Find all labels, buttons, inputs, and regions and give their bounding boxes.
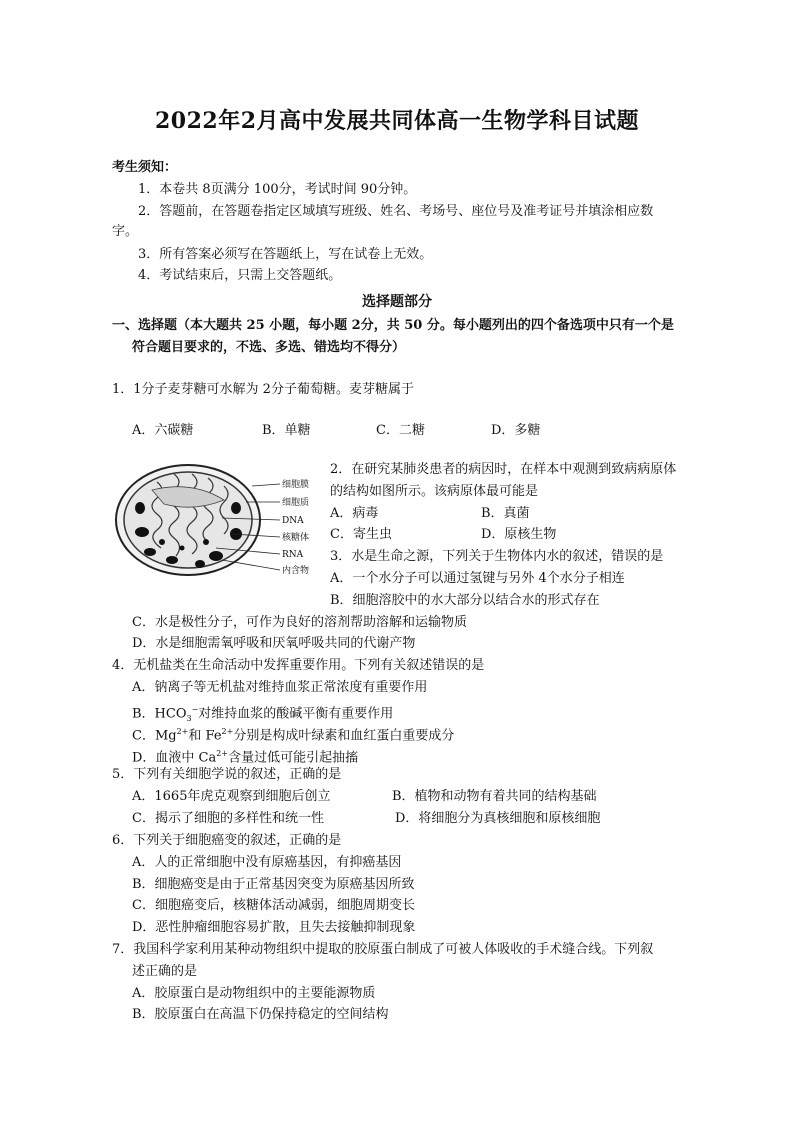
question-stem-cont: 述正确的是 — [132, 964, 198, 979]
option: D．将细胞分为真核细胞和原核细胞 — [395, 811, 601, 826]
question-stem: 1．1分子麦芽糖可水解为 2分子葡萄糖。麦芽糖属于 — [112, 382, 414, 397]
notice-item: 1．本卷共 8页满分 100分，考试时间 90分钟。 — [138, 182, 417, 197]
cell-membrane-outline — [124, 472, 252, 568]
option: A．人的正常细胞中没有原癌基因，有抑癌基因 — [132, 855, 402, 870]
notice-item: 字。 — [112, 224, 139, 239]
question-stem-cont: 的结构如图所示。该病原体最可能是 — [330, 484, 539, 499]
question-stem: 3．水是生命之源，下列关于生物体内水的叙述，错误的是 — [330, 549, 664, 564]
part-one-instruction-cont: 符合题目要求的，不选、多选、错选均不得分） — [132, 340, 406, 355]
option: A．胶原蛋白是动物组织中的主要能源物质 — [132, 986, 376, 1001]
question-stem: 4．无机盐类在生命活动中发挥重要作用。下列有关叙述错误的是 — [112, 658, 485, 673]
option: D．原核生物 — [481, 527, 557, 542]
option: B．植物和动物有着共同的结构基础 — [392, 789, 597, 804]
option: D．水是细胞需氧呼吸和厌氧呼吸共同的代谢产物 — [132, 636, 416, 651]
label-rna: RNA — [282, 550, 304, 560]
section-title: 选择题部分 — [362, 294, 432, 310]
notice-item: 3．所有答案必须写在答题纸上，写在试卷上无效。 — [138, 247, 433, 262]
label-dna: DNA — [282, 516, 304, 526]
option: D．恶性肿瘤细胞容易扩散，且失去接触抑制现象 — [132, 920, 416, 935]
option: B．细胞癌变是由于正常基因突变为原癌基因所致 — [132, 877, 415, 892]
option: C．水是极性分子，可作为良好的溶剂帮助溶解和运输物质 — [132, 615, 467, 630]
option: A．病毒 — [330, 506, 379, 521]
question-stem: 7．我国科学家利用某种动物组织中提取的胶原蛋白制成了可被人体吸收的手术缝合线。下列叙 — [112, 942, 654, 957]
label-cytoplasm: 细胞质 — [282, 498, 310, 508]
option: C．揭示了细胞的多样性和统一性 — [132, 811, 324, 826]
label-cell-membrane: 细胞膜 — [282, 480, 310, 490]
option: B．$HCO_3^-$对维持血浆的酸碱平衡有重要作用 — [132, 705, 394, 723]
option: B．胶原蛋白在高温下仍保持稳定的空间结构 — [132, 1007, 389, 1022]
option: D．血液中 $Ca^{2+}$含量过低可能引起抽搐 — [132, 749, 359, 766]
option: A．1665年虎克观察到细胞后创立 — [132, 789, 331, 804]
label-inclusion: 内含物 — [282, 566, 310, 576]
prokaryote-cell-diagram — [112, 460, 328, 580]
notice-heading: 考生须知： — [112, 160, 178, 175]
option: C．细胞癌变后，核糖体活动减弱，细胞周期变长 — [132, 898, 415, 913]
question-stem: 5．下列有关细胞学说的叙述，正确的是 — [112, 767, 342, 782]
page-title: 2022年2月高中发展共同体高一生物学科目试题 — [154, 108, 640, 134]
option: C．二糖 — [376, 423, 425, 438]
question-stem: 6．下列关于细胞癌变的叙述，正确的是 — [112, 833, 342, 848]
option: B．单糖 — [262, 423, 311, 438]
question-stem: 2．在研究某肺炎患者的病因时，在样本中观测到致病病原体 — [330, 462, 677, 477]
option: C．$Mg^{2+}$和 $Fe^{2+}$分别是构成叶绿素和血红蛋白重要成分 — [132, 727, 455, 744]
option: A．钠离子等无机盐对维持血浆正常浓度有重要作用 — [132, 680, 428, 695]
option: A．一个水分子可以通过氢键与另外 4个水分子相连 — [330, 571, 625, 586]
option: C．寄生虫 — [330, 527, 392, 542]
part-one-instruction: 一、选择题（本大题共 25 小题，每小题 2分，共 50 分。每小题列出的四个备选项中只有一个是 — [112, 318, 674, 333]
label-ribosome: 核糖体 — [282, 533, 310, 543]
option: D．多糖 — [491, 423, 541, 438]
option: A．六碳糖 — [132, 423, 194, 438]
option: B．细胞溶胶中的水大部分以结合水的形式存在 — [330, 593, 600, 608]
notice-item: 4．考试结束后，只需上交答题纸。 — [138, 268, 342, 283]
option: B．真菌 — [481, 506, 530, 521]
notice-item: 2．答题前，在答题卷指定区域填写班级、姓名、考场号、座位号及准考证号并填涂相应数 — [138, 204, 654, 219]
